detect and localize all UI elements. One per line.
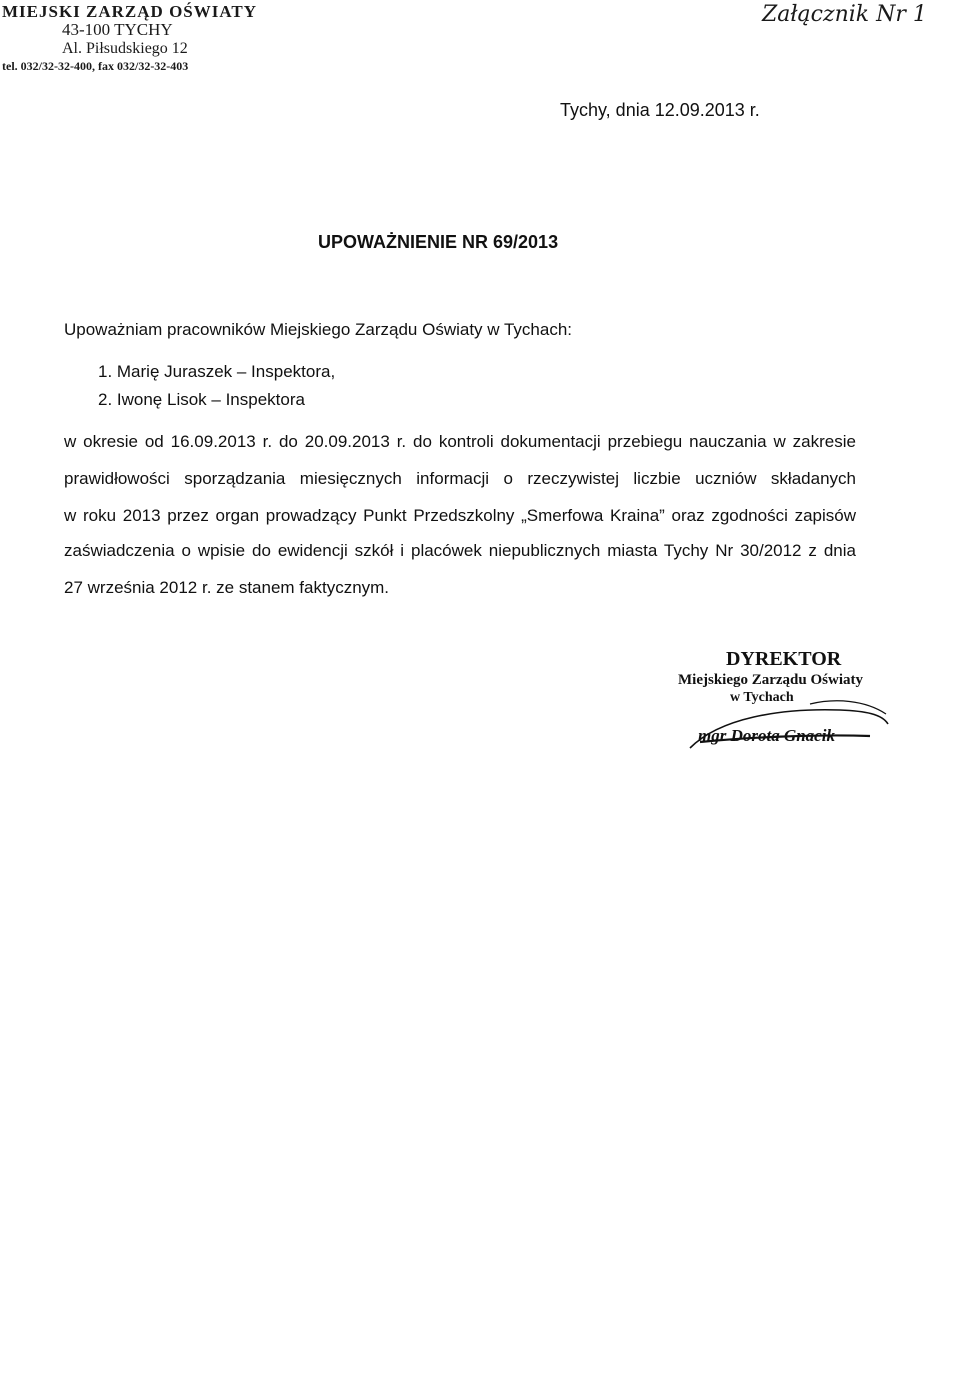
body-text-line: zaświadczenia o wpisie do ewidencji szkół i placówek niepublicznych miasta Tychy Nr 30/2012 z dnia [64,541,856,560]
signature-city: w Tychach [730,690,794,705]
document-date: Tychy, dnia 12.09.2013 r. [560,100,760,120]
signature-title: DYREKTOR [726,648,842,670]
handwritten-attachment-note: Załącznik Nr 1 [762,2,927,27]
body-text-line: w okresie od 16.09.2013 r. do 20.09.2013 r. do kontroli dokumentacji przebiegu nauczania w zakresie [64,432,856,451]
letterhead-city: 43-100 TYCHY [62,20,173,39]
letterhead-phone: tel. 032/32-32-400, fax 032/32-32-403 [2,59,189,73]
employee-list-item: 2. Iwonę Lisok – Inspektora [98,390,305,409]
body-text-line: 27 września 2012 r. ze stanem faktycznym. [64,578,390,597]
intro-paragraph: Upoważniam pracowników Miejskiego Zarządu Oświaty w Tychach: [64,320,572,339]
director-signature-stamp [660,648,910,768]
signature-institution: Miejskiego Zarządu Oświaty [678,672,863,688]
signature-name: mgr Dorota Gnacik [698,726,835,745]
body-text-line: w roku 2013 przez organ prowadzący Punkt Przedszkolny „Smerfowa Kraina” oraz zgodności zapisów [64,506,856,525]
employee-list-item: 1. Marię Juraszek – Inspektora, [98,362,336,381]
letterhead-street: Al. Piłsudskiego 12 [62,40,188,57]
body-text-line: prawidłowości sporządzania miesięcznych informacji o rzeczywistej liczbie uczniów składanych [64,469,856,488]
document-title: UPOWAŻNIENIE NR 69/2013 [318,232,559,252]
letterhead-name: MIEJSKI ZARZĄD OŚWIATY [2,2,258,21]
